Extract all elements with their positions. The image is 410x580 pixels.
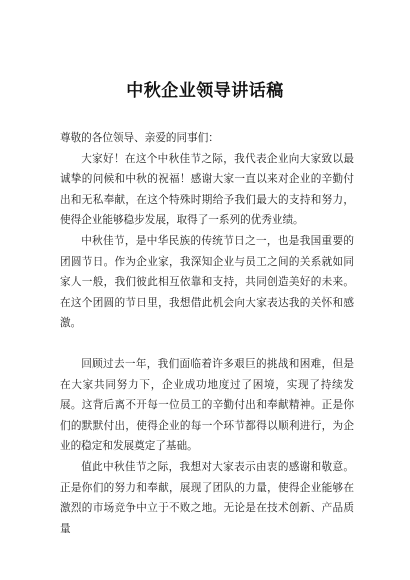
document-body bbox=[60, 128, 354, 539]
document-title: 中秋企业领导讲话稿 bbox=[126, 81, 284, 101]
paragraph-4: 值此中秋佳节之际，我想对大家表示由衷的感谢和敬意。正是你们的努力和奉献，展现了团队的力量，使得企业能够在激烈的市场竞争中立于不败之地。无论是在技术创新、产品质量 bbox=[60, 460, 354, 535]
greeting-line: 尊敬的各位领导、亲爱的同事们： bbox=[60, 132, 219, 144]
paragraph-2: 中秋佳节，是中华民族的传统节日之一，也是我国重要的团圆节日。作为企业家，我深知企业与员工之间的关系就如同家人一般，我们彼此相互依靠和支持，共同创造美好的未来。在这个团圆的节日里，我想借此机会向大家表达我的关怀和感激。 bbox=[60, 234, 354, 330]
paragraph-3: 回顾过去一年，我们面临着许多艰巨的挑战和困难，但是在大家共同努力下，企业成功地度过了困境，实现了持续发展。这背后离不开每一位员工的辛勤付出和奉献精神。正是你们的默默付出，使得企业的每一个环节都得以顺利进行，为企业的稳定和发展奠定了基础。 bbox=[60, 357, 354, 453]
paragraph-1: 大家好！在这个中秋佳节之际，我代表企业向大家致以最诚挚的问候和中秋的祝福！感谢大家一直以来对企业的辛勤付出和无私奉献，在这个特殊时期给予我们最大的支持和努力，使得企业能够稳步发展，取得了一系列的优秀业绩。 bbox=[60, 152, 354, 227]
